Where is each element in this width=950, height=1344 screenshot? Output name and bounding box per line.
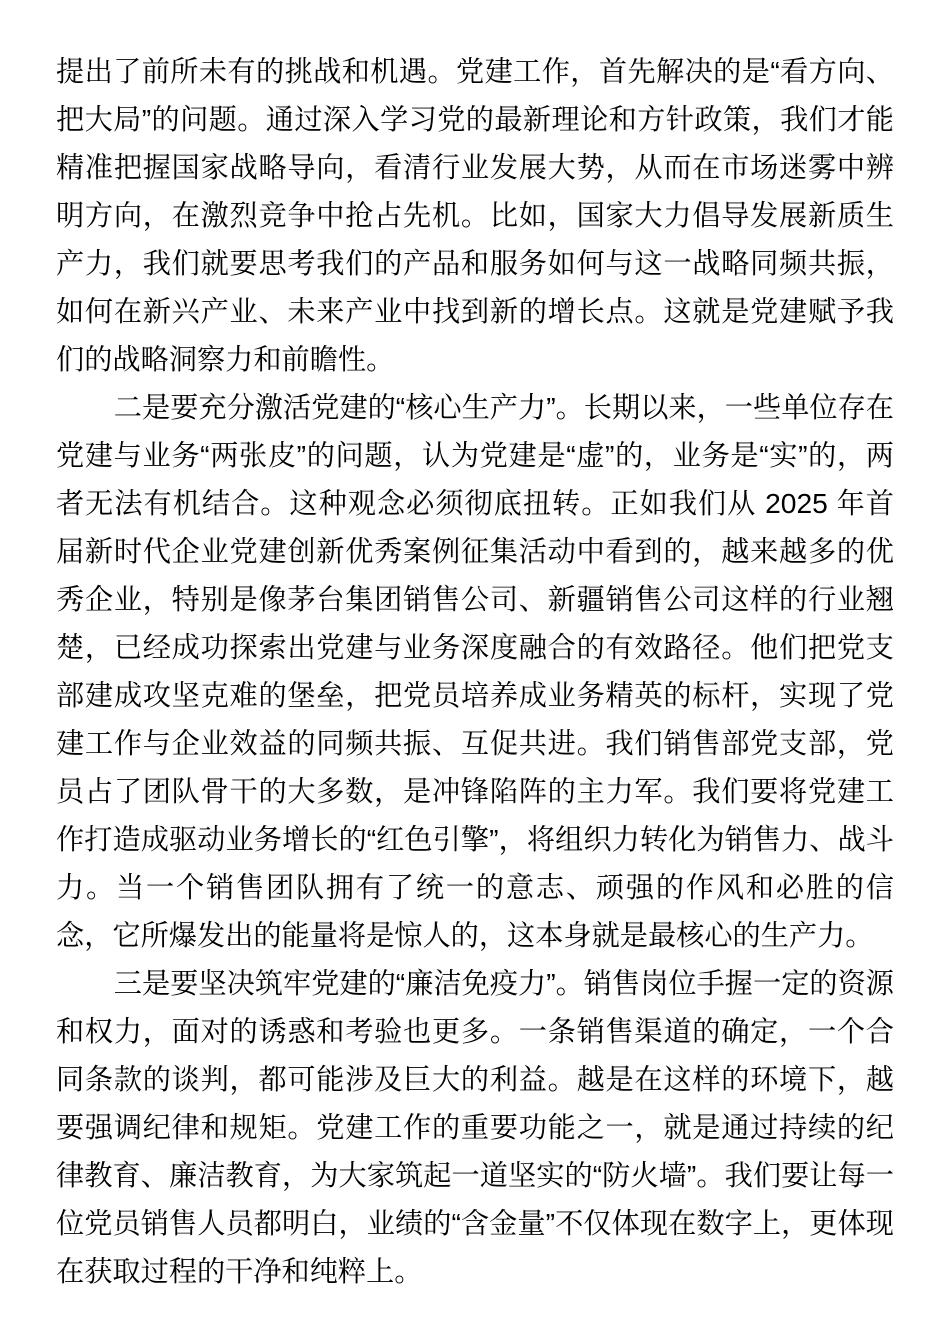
paragraph-continuation: 提出了前所未有的挑战和机遇。党建工作，首先解决的是“看方向、把大局”的问题。通过深入学习党的最新理论和方针政策，我们才能精准把握国家战略导向，看清行业发展大势，从而在市场迷雾中辨明方向，在激烈竞争中抢占先机。比如，国家大力倡导发展新质生产力，我们就要思考我们的产品和服务如何与这一战略同频共振，如何在新兴产业、未来产业中找到新的增长点。这就是党建赋予我们的战略洞察力和前瞻性。 xyxy=(56,55,894,375)
paragraph-clean-immunity: 三是要坚决筑牢党建的“廉洁免疫力”。销售岗位手握一定的资源和权力，面对的诱惑和考验也更多。一条销售渠道的确定，一个合同条款的谈判，都可能涉及巨大的利益。越是在这样的环境下，越要强调纪律和规矩。党建工作的重要功能之一，就是通过持续的纪律教育、廉洁教育，为大家筑起一道坚实的“防火墙”。我们要让每一位党员销售人员都明白，业绩的“含金量”不仅体现在数字上，更体现在获取过程的干净和纯粹上。 xyxy=(56,967,894,1287)
paragraph-core-productivity: 二是要充分激活党建的“核心生产力”。长期以来，一些单位存在党建与业务“两张皮”的问题，认为党建是“虚”的，业务是“实”的，两者无法有机结合。这种观念必须彻底扭转。正如我们从 2025 年首届新时代企业党建创新优秀案例征集活动中看到的，越来越多的优秀企业，特别是像茅台集团销售公司、新疆销售公司这样的行业翘楚，已经成功探索出党建与业务深度融合的有效路径。他们把党支部建成攻坚克难的堡垒，把党员培养成业务精英的标杆，实现了党建工作与企业效益的同频共振、互促共进。我们销售部党支部，党员占了团队骨干的大多数，是冲锋陷阵的主力军。我们要将党建工作打造成驱动业务增长的“红色引擎”，将组织力转化为销售力、战斗力。当一个销售团队拥有了统一的意志、顽强的作风和必胜的信念，它所爆发出的能量将是惊人的，这本身就是最核心的生产力。 xyxy=(56,391,894,951)
document-text-body xyxy=(56,47,894,1295)
